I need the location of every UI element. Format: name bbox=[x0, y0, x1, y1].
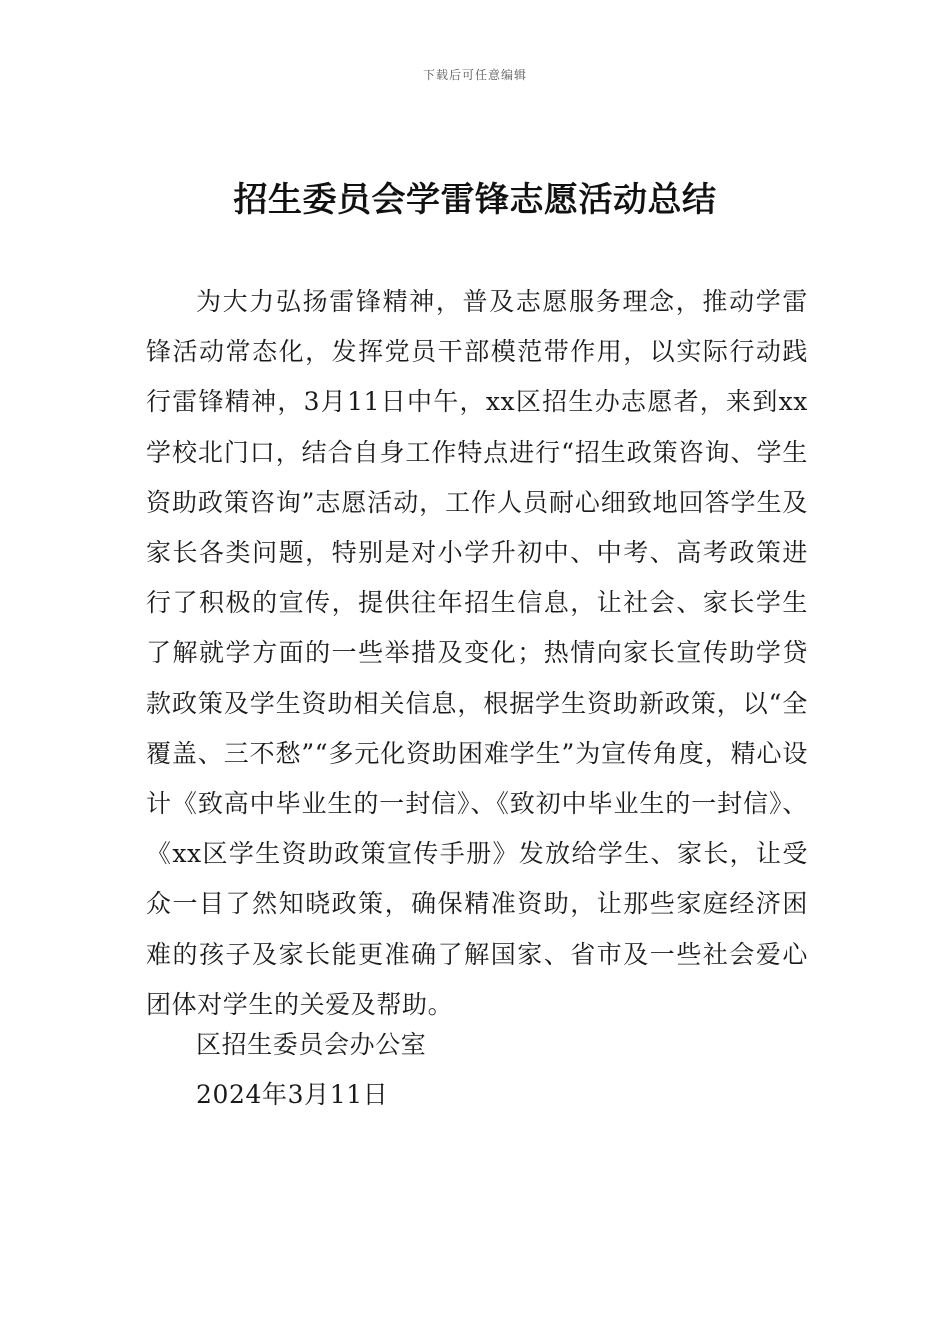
signature-organization: 区招生委员会办公室 bbox=[196, 1030, 427, 1059]
document-title: 招生委员会学雷锋志愿活动总结 bbox=[233, 180, 717, 220]
body-paragraph: 为大力弘扬雷锋精神，普及志愿服务理念，推动学雷锋活动常态化，发挥党员干部模范带作用，以实际行动践行雷锋精神，3月11日中午，xx区招生办志愿者，来到xx学校北门口，结合自身工作特点进行“招生政策咨询、学生资助政策咨询”志愿活动，工作人员耐心细致地回答学生及家长各类问题，特别是对小学升初中、中考、高考政策进行了积极的宣传，提供往年招生信息，让社会、家长学生了解就学方面的一些举措及变化；热情向家长宣传助学贷款政策及学生资助相关信息，根据学生资助新政策，以“全覆盖、三不愁”“多元化资助困难学生”为宣传角度，精心设计《致高中毕业生的一封信》、《致初中毕业生的一封信》、《xx区学生资助政策宣传手册》发放给学生、家长，让受众一目了然知晓政策，确保精准资助，让那些家庭经济困难的孩子及家长能更准确了解国家、省市及一些社会爱心团体对学生的关爱及帮助。 bbox=[146, 287, 808, 1019]
header-note: 下载后可任意编辑 bbox=[422, 68, 527, 82]
signature-date: 2024年3月11日 bbox=[196, 1080, 389, 1109]
